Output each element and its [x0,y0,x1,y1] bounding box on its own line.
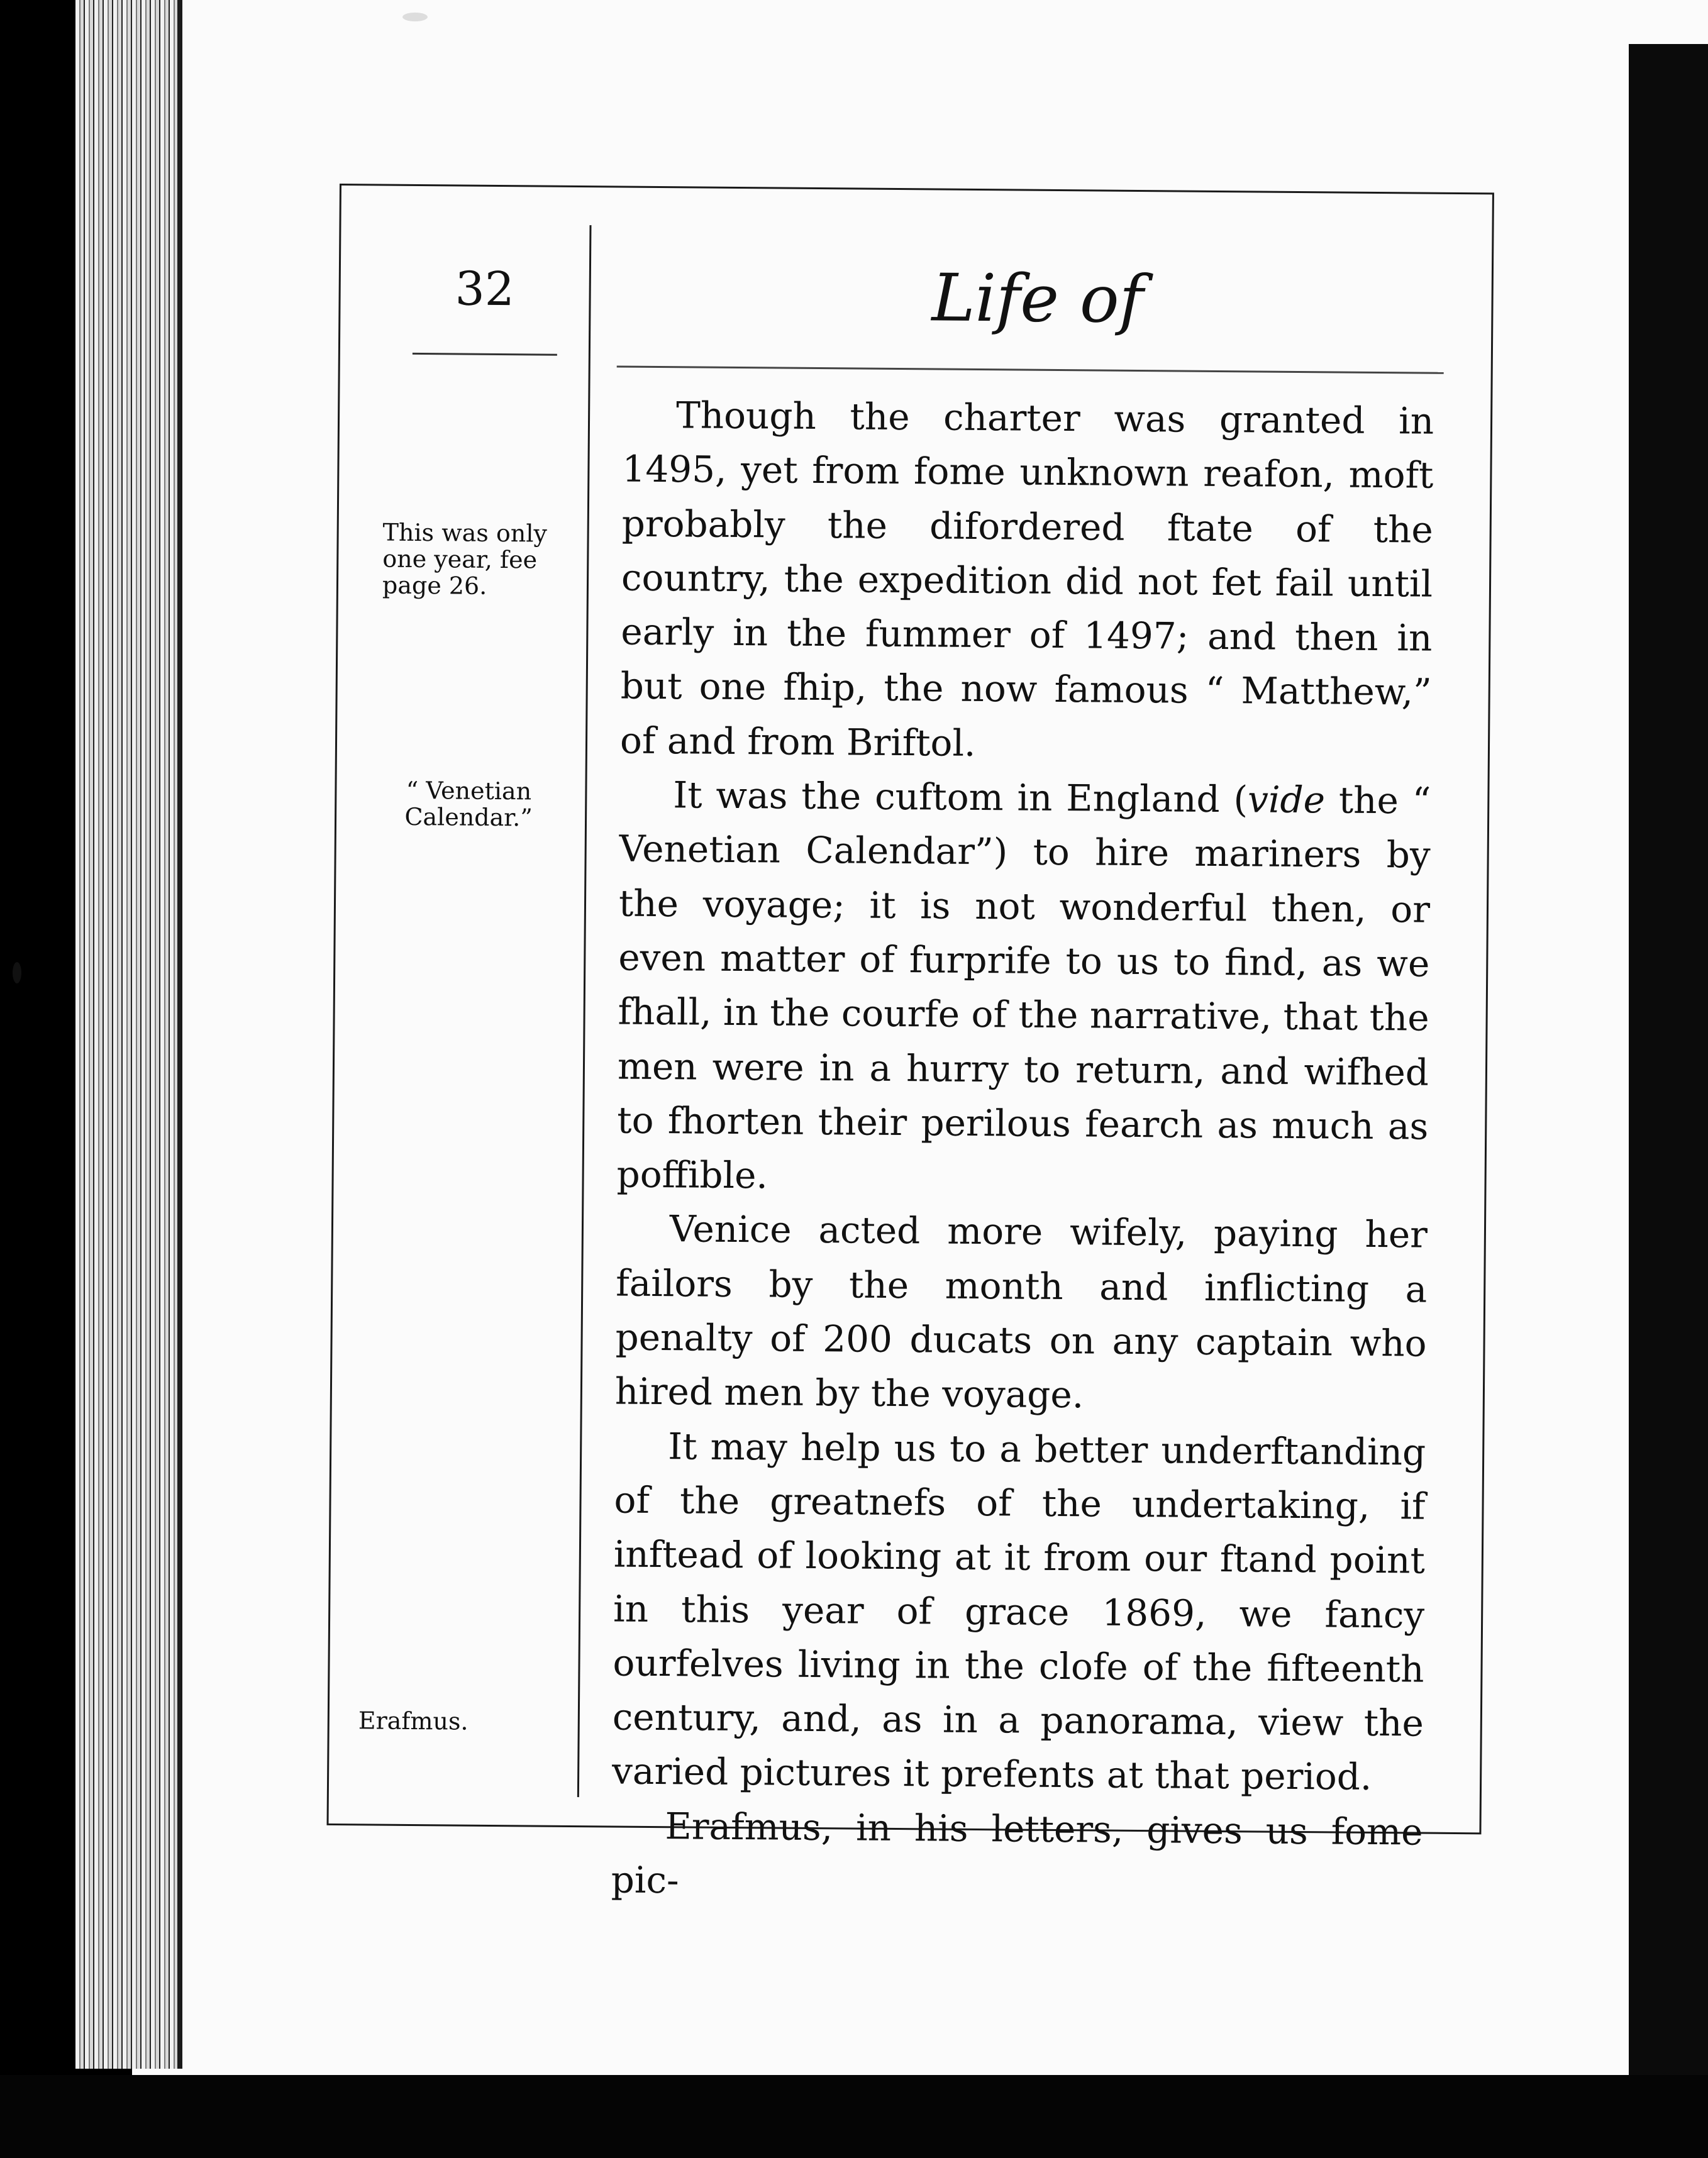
margin-note: This was only one year, fee page 26. [382,518,548,600]
paragraph: Venice acted more wifely, paying her failors by the month and inflicting a penalty of 200 ducats on any captain who hired men by the voyage. [614,1207,1428,1417]
italic-word: vide [1247,778,1326,822]
facing-page-edge [1629,44,1708,2075]
text-run: the “ Venetian Calendar”) to hire mariners by the voyage; it is not wonderful then, or even matter of furprife to us to find, as we fhall, in the courfe of the narrative, that the men were in a hurry to return, and wifhed to fhorten their perilous fearch as much as poffible. [616,778,1431,1197]
scan-speck [402,13,428,21]
page-number: 32 [455,262,515,317]
margin-note: “ Venetian Calendar.” [404,776,533,832]
paragraph: Erafmus, in his letters, gives us fome pic- [611,1804,1423,1902]
paragraph: It may help us to a better underftanding of the greatnefs of the undertaking, if inftead of looking at it from our ftand point in this year of grace 1869, we fancy ourfelves living in the clofe of the fifteenth century, and, as in a panorama, view the varied pictures it prefents at that period. [611,1424,1426,1799]
margin-divider [577,225,592,1797]
scan-speck [13,962,21,983]
page-gutter [177,0,182,2069]
margin-note: Erafmus. [358,1707,469,1735]
scan-bottom-edge [0,2075,1708,2158]
head-rule [617,365,1444,374]
text-frame [326,184,1494,1902]
text-run: It was the cuftom in England ( [673,773,1248,821]
running-head: Life of [931,259,1144,338]
margin-rule [413,353,557,356]
paragraph [616,768,1431,1208]
page-fore-edge [75,0,182,2069]
paragraph: Though the charter was granted in 1495, yet from fome unknown reafon, moft probably the difordered ftate of the country, the expedition did not fet fail until early in the fummer of 1497; and then in but one fhip, the now famous “ Matthew,” of and from Briftol. [619,394,1434,765]
body-text [611,388,1434,1913]
